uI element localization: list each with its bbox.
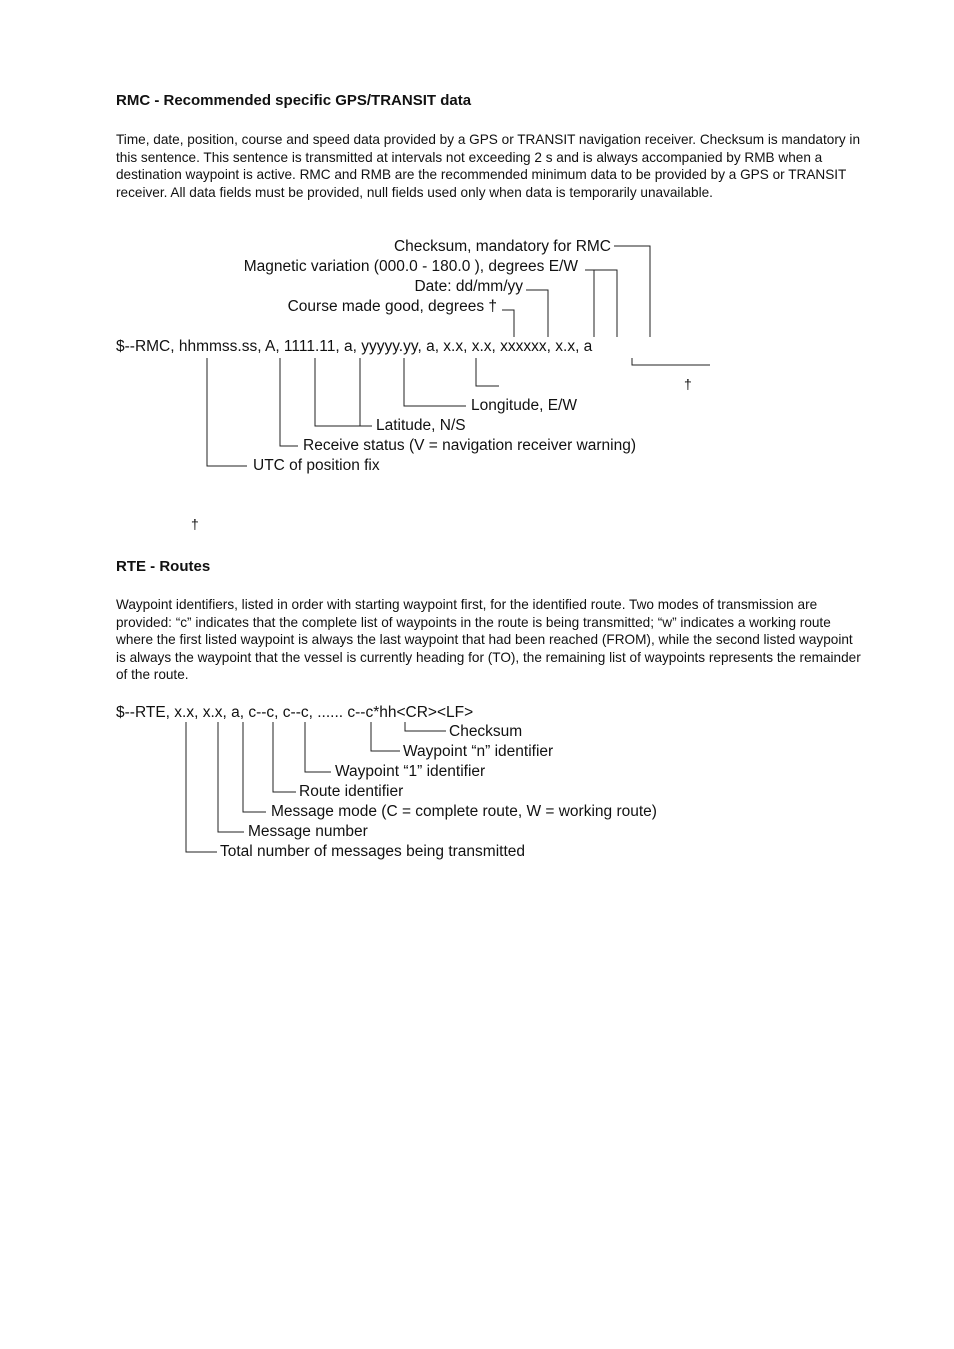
rte-label-message-mode: Message mode (C = complete route, W = working route) bbox=[271, 803, 657, 820]
rmc-leader-latitude-a bbox=[315, 358, 372, 426]
rmc-leader-speed bbox=[476, 358, 499, 386]
rmc-label-latitude: Latitude, N/S bbox=[376, 417, 466, 434]
rmc-leader-date bbox=[526, 290, 548, 337]
rte-leader-checksum bbox=[405, 722, 446, 731]
rte-leader-message-mode bbox=[243, 722, 266, 812]
rmc-label-date: Date: dd/mm/yy bbox=[414, 278, 523, 295]
rmc-label-checksum: Checksum, mandatory for RMC bbox=[393, 238, 611, 255]
rte-label-message-number: Message number bbox=[248, 823, 368, 840]
rmc-leader-dagger-bracket bbox=[632, 358, 710, 365]
rmc-dagger-footnote: † bbox=[191, 516, 199, 532]
rte-description: Waypoint identifiers, listed in order with starting waypoint first, for the identified route. Two modes of transmission are provided: “c” indicates that the complete list of waypoints in the route is being transmitted; “w” indicates a working route where the first listed waypoint is always the last waypoint that had been reached (FROM), while the second listed waypoint is always the waypoint that the vessel is currently heading for (TO), the remaining list of waypoints represents the remainder of the route. bbox=[116, 597, 861, 683]
rte-leader-waypoint-1 bbox=[305, 722, 331, 772]
rmc-leader-magnetic-variation bbox=[585, 270, 617, 337]
rte-label-total-messages: Total number of messages being transmitted bbox=[220, 843, 525, 860]
rte-leader-route-id bbox=[273, 722, 296, 792]
rmc-label-magnetic-variation: Magnetic variation (000.0 - 180.0 ), degrees E/W bbox=[243, 258, 578, 275]
rmc-heading: RMC - Recommended specific GPS/TRANSIT data bbox=[116, 92, 472, 109]
rte-sentence: $--RTE, x.x, x.x, a, c--c, c--c, ...... c--c*hh<CR><LF> bbox=[116, 704, 474, 721]
rmc-sentence: $--RMC, hhmmss.ss, A, 1111.11, a, yyyyy.yy, a, x.x, x.x, xxxxxx, x.x, a bbox=[116, 338, 593, 355]
rmc-leader-longitude bbox=[404, 358, 466, 406]
rmc-label-receive-status: Receive status (V = navigation receiver warning) bbox=[303, 437, 636, 454]
rte-leader-message-number bbox=[218, 722, 244, 832]
rte-label-waypoint-n: Waypoint “n” identifier bbox=[403, 743, 554, 760]
rmc-description: Time, date, position, course and speed data provided by a GPS or TRANSIT navigation receiver. Checksum is mandatory in this sentence. This sentence is transmitted at intervals not exceeding 2 s and is always accompanied by RMB when a destination waypoint is active. RMC and RMB are the recommended minimum data to be provided by a GPS or TRANSIT receiver. All data fields must be provided, null fields used only when data is temporarily unavailable. bbox=[116, 132, 861, 200]
rte-leader-waypoint-n bbox=[371, 722, 400, 751]
rmc-dagger-right: † bbox=[684, 376, 692, 392]
rmc-leader-receive-status bbox=[280, 358, 298, 446]
rte-label-checksum: Checksum bbox=[449, 723, 523, 740]
rmc-label-utc: UTC of position fix bbox=[253, 457, 380, 474]
rmc-label-longitude: Longitude, E/W bbox=[471, 397, 577, 414]
rte-label-route-id: Route identifier bbox=[299, 783, 404, 800]
rte-leader-total-messages bbox=[186, 722, 217, 852]
rte-label-waypoint-1: Waypoint “1” identifier bbox=[335, 763, 486, 780]
rte-heading: RTE - Routes bbox=[116, 558, 211, 575]
rmc-label-course: Course made good, degrees † bbox=[287, 298, 497, 315]
rmc-leader-utc bbox=[207, 358, 247, 466]
rmc-leader-course bbox=[502, 310, 514, 337]
rmc-leader-checksum bbox=[614, 246, 650, 337]
